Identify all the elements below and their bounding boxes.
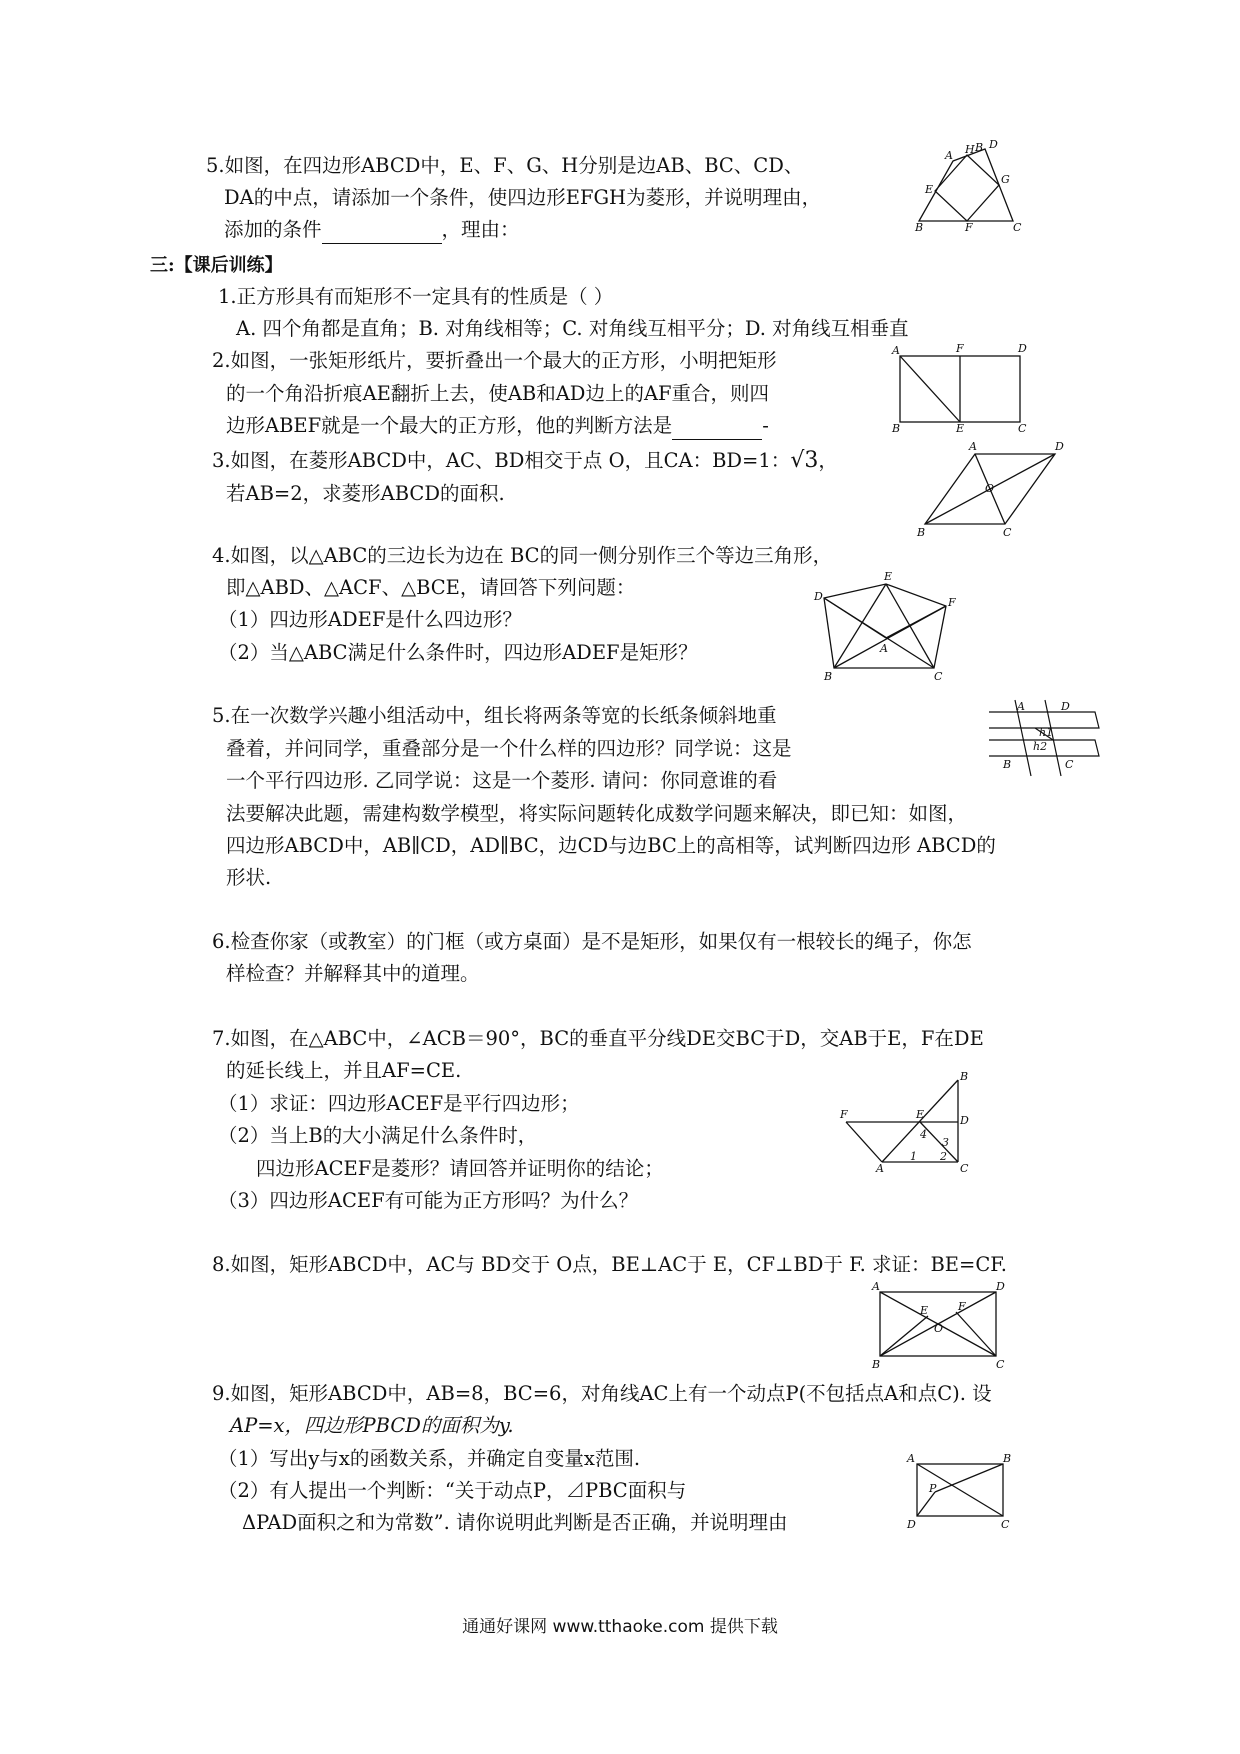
q5b-line1: 5.在一次数学兴趣小组活动中，组长将两条等宽的长纸条倾斜地重 <box>212 704 777 727</box>
q5a-line1: 5.如图，在四边形ABCD中，E、F、G、H分别是边AB、BC、CD、 <box>206 154 804 177</box>
section-heading: 三:【课后训练】 <box>150 255 283 276</box>
q5a-line2: DA的中点，请添加一个条件，使四边形EFGH为菱形，并说明理由， <box>224 186 822 209</box>
svg-text:F: F <box>965 221 973 234</box>
svg-text:C: C <box>1003 526 1012 539</box>
svg-text:G: G <box>1001 173 1010 186</box>
svg-text:A: A <box>969 440 977 453</box>
q6-line2: 样检查？并解释其中的道理。 <box>226 962 480 985</box>
svg-text:B: B <box>975 141 984 154</box>
svg-text:C: C <box>1001 1518 1010 1531</box>
q2-line3-text: 边形ABEF就是一个最大的正方形，他的判断方法是 <box>226 414 673 437</box>
q7-sub3: （3）四边形ACEF有可能为正方形吗？为什么？ <box>218 1189 639 1212</box>
svg-text:E: E <box>884 570 893 583</box>
svg-text:A: A <box>945 149 953 162</box>
svg-text:B: B <box>892 422 901 435</box>
svg-text:2: 2 <box>940 1150 947 1163</box>
svg-text:E: E <box>925 183 934 196</box>
svg-text:A: A <box>892 344 900 357</box>
svg-text:A: A <box>872 1280 880 1293</box>
q4-sub1: （1）四边形ADEF是什么四边形？ <box>218 608 522 631</box>
q3-line1-end: ， <box>818 449 838 472</box>
svg-text:F: F <box>948 596 956 609</box>
svg-text:1: 1 <box>910 1150 917 1163</box>
q3-line1-text: 3.如图，在菱形ABCD中，AC、BD相交于点 O，且CA：BD=1： <box>212 449 791 472</box>
footer-credit: 通通好课网 www.tthaoke.com 提供下载 <box>462 1617 778 1637</box>
q7-sub2: （2）当上B的大小满足什么条件时， <box>218 1124 538 1147</box>
svg-text:B: B <box>917 526 926 539</box>
q9-line1: 9.如图，矩形ABCD中，AB=8，BC=6，对角线AC上有一个动点P(不包括点A和点C). 设 <box>212 1382 992 1405</box>
svg-text:D: D <box>1061 700 1070 713</box>
q9-sub1: （1）写出y与x的函数关系，并确定自变量x范围. <box>218 1447 641 1470</box>
svg-text:C: C <box>1065 758 1074 771</box>
q4-line1: 4.如图，以△ABC的三边长为边在 BC的同一侧分别作三个等边三角形， <box>212 544 833 567</box>
q5b-line2: 叠着，并问同学，重叠部分是一个什么样的四边形？同学说：这是 <box>226 737 792 760</box>
svg-text:D: D <box>960 1114 969 1127</box>
q4-sub2: （2）当△ABC满足什么条件时，四边形ADEF是矩形？ <box>218 641 698 664</box>
q5b-line6: 形状. <box>226 866 272 889</box>
svg-text:E: E <box>916 1108 925 1121</box>
svg-text:O: O <box>934 1322 944 1335</box>
svg-text:D: D <box>1018 342 1027 355</box>
svg-text:P: P <box>929 1482 937 1495</box>
svg-text:F: F <box>958 1300 966 1313</box>
q7-sub2b: 四边形ACEF是菱形？请回答并证明你的结论； <box>256 1157 664 1180</box>
q2-line3-end: - <box>762 414 769 437</box>
svg-text:h2: h2 <box>1033 740 1048 753</box>
q5a-condition-label: 添加的条件 <box>224 218 322 241</box>
svg-text:D: D <box>907 1518 916 1531</box>
svg-text:B: B <box>824 670 833 683</box>
figure-rhombus <box>905 440 1065 544</box>
q1-stem: 1.正方形具有而矩形不一定具有的性质是（ ） <box>218 285 614 308</box>
answer-blank <box>322 223 442 244</box>
q2-line1: 2.如图，一张矩形纸片，要折叠出一个最大的正方形，小明把矩形 <box>212 349 777 372</box>
figure-quadrilateral-midpoints <box>915 138 1025 237</box>
q4-line2: 即△ABD、△ACF、△BCE，请回答下列问题： <box>226 576 636 599</box>
q5b-line4: 法要解决此题，需建构数学模型，将实际问题转化成数学问题来解决，即已知：如图， <box>226 802 968 825</box>
q8-line1: 8.如图，矩形ABCD中，AC与 BD交于 O点，BE⊥AC于 E，CF⊥BD于 F. 求证：BE=CF. <box>212 1253 1007 1276</box>
svg-text:A: A <box>876 1162 884 1175</box>
svg-text:H: H <box>965 143 975 156</box>
svg-text:E: E <box>920 1304 929 1317</box>
q7-line2: 的延长线上，并且AF=CE. <box>226 1059 462 1082</box>
q3-line2: 若AB=2，求菱形ABCD的面积. <box>226 482 505 505</box>
svg-text:4: 4 <box>920 1128 927 1141</box>
svg-text:3: 3 <box>942 1136 949 1149</box>
q7-sub1: （1）求证：四边形ACEF是平行四边形； <box>218 1092 580 1115</box>
figure-equilateral-triangles <box>810 572 960 686</box>
figure-folded-rectangle <box>890 342 1030 436</box>
svg-text:C: C <box>934 670 943 683</box>
figure-rectangle-moving-point <box>905 1452 1015 1536</box>
q2-line3 <box>226 412 769 440</box>
svg-text:C: C <box>1013 221 1022 234</box>
svg-text:C: C <box>960 1162 969 1175</box>
svg-text:B: B <box>1003 1452 1012 1465</box>
figure-overlapping-strips <box>985 698 1105 782</box>
svg-text:D: D <box>1055 440 1064 453</box>
svg-text:F: F <box>840 1108 848 1121</box>
q5a-line3 <box>224 216 520 244</box>
svg-text:A: A <box>907 1452 915 1465</box>
q5b-line5: 四边形ABCD中，AB∥CD，AD∥BC，边CD与边BC上的高相等，试判断四边形 ABCD的 <box>226 834 996 857</box>
q9-line2: AP=x，四边形PBCD的面积为y. <box>230 1414 514 1437</box>
svg-text:h1: h1 <box>1039 726 1054 739</box>
svg-text:A: A <box>1017 700 1025 713</box>
svg-text:B: B <box>960 1070 969 1083</box>
q1-options: A. 四个角都是直角；B. 对角线相等；C. 对角线互相平分；D. 对角线互相垂直 <box>236 317 909 340</box>
svg-text:C: C <box>1018 422 1027 435</box>
q5a-reason-label: ，理由： <box>441 218 520 241</box>
svg-text:E: E <box>956 422 965 435</box>
q7-line1: 7.如图，在△ABC中，∠ACB＝90°，BC的垂直平分线DE交BC于D，交AB于E，F在DE <box>212 1027 984 1050</box>
svg-text:O: O <box>985 482 995 495</box>
sqrt-three: √3 <box>790 448 819 473</box>
answer-blank <box>672 419 762 440</box>
svg-text:F: F <box>956 342 964 355</box>
svg-text:D: D <box>989 138 998 151</box>
q9-sub2: （2）有人提出一个判断：“关于动点P，⊿PBC面积与 <box>218 1479 687 1502</box>
svg-text:D: D <box>996 1280 1005 1293</box>
q6-line1: 6.检查你家（或教室）的门框（或方桌面）是不是矩形，如果仅有一根较长的绳子，你怎 <box>212 930 972 953</box>
svg-text:A: A <box>880 642 888 655</box>
q3-line1 <box>212 447 838 475</box>
svg-text:B: B <box>1003 758 1012 771</box>
svg-text:B: B <box>872 1358 881 1371</box>
q2-line2: 的一个角沿折痕AE翻折上去，使AB和AD边上的AF重合，则四 <box>226 382 770 405</box>
q9-sub2b: ΔPAD面积之和为常数”. 请你说明此判断是否正确，并说明理由 <box>242 1511 788 1534</box>
svg-text:B: B <box>915 221 924 234</box>
q5b-line3: 一个平行四边形. 乙同学说：这是一个菱形. 请问：你同意谁的看 <box>226 769 778 792</box>
svg-text:D: D <box>814 590 823 603</box>
figure-triangle-acb <box>838 1072 978 1176</box>
figure-rectangle-diagonals <box>870 1280 1010 1374</box>
svg-text:C: C <box>996 1358 1005 1371</box>
